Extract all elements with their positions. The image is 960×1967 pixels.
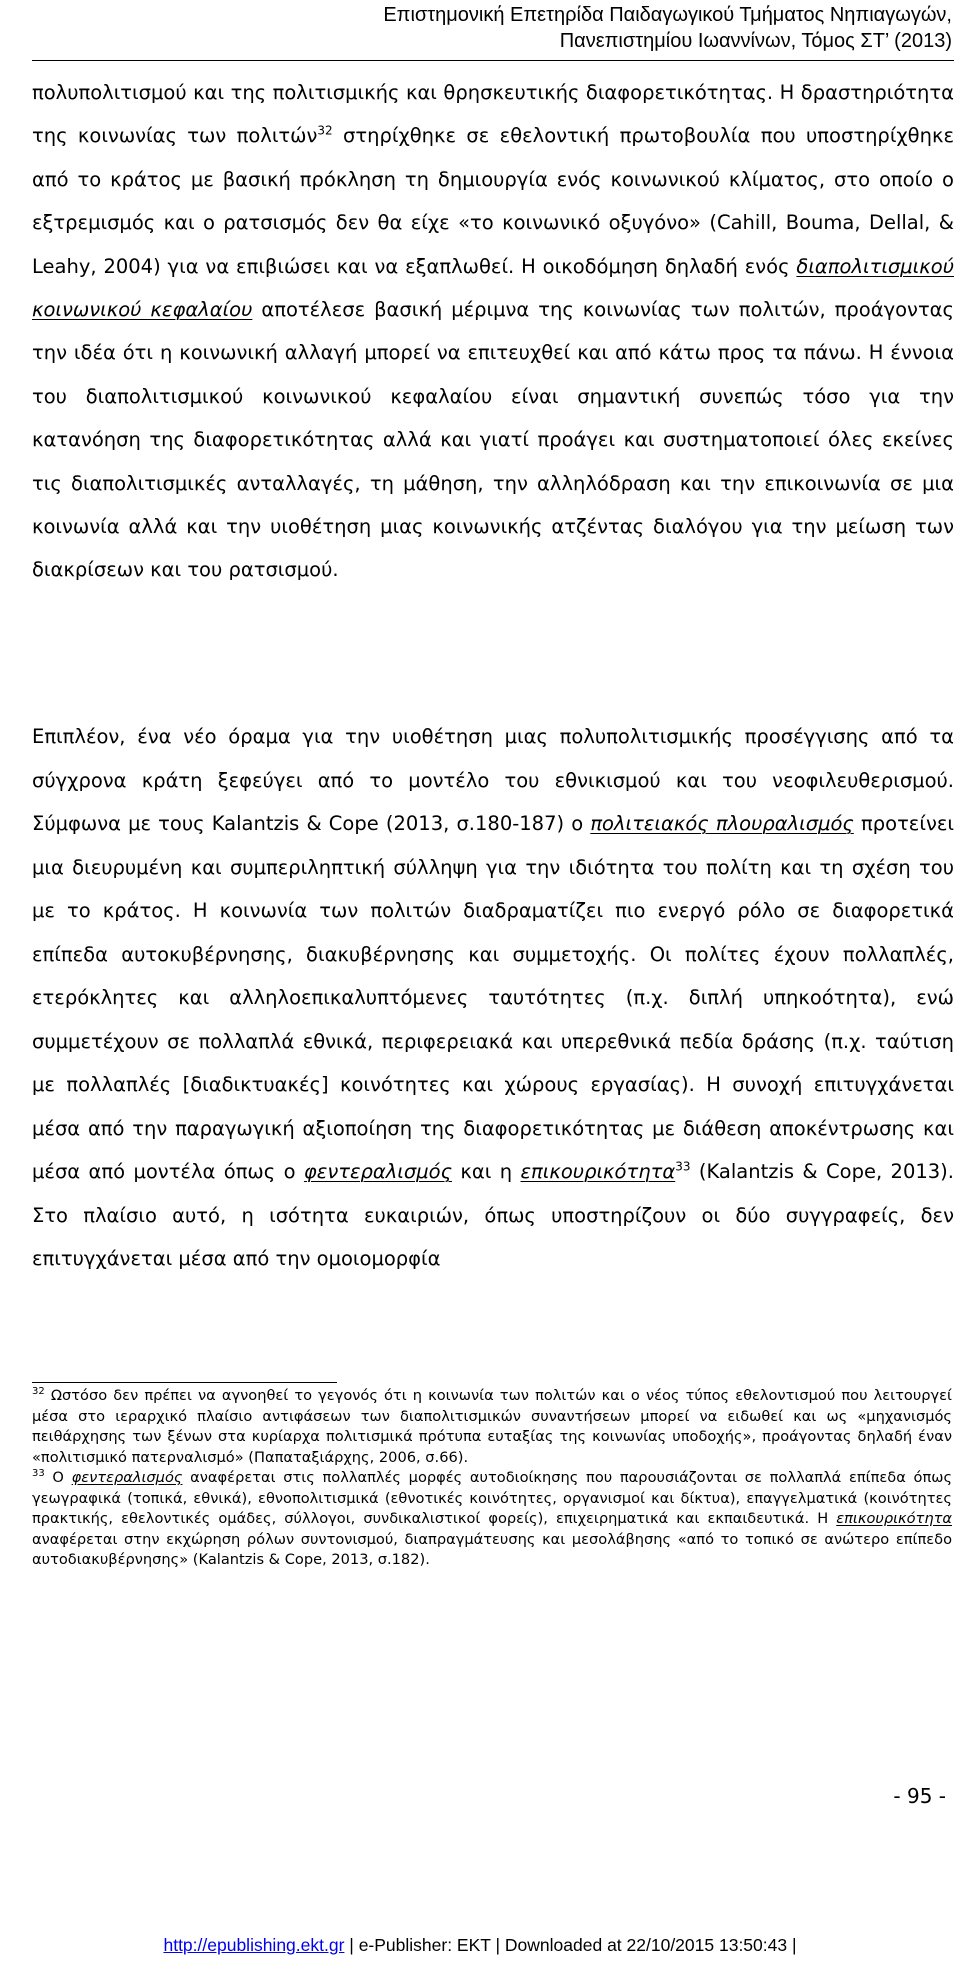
body-paragraph-1 xyxy=(32,71,954,592)
footnote-text: Ο xyxy=(44,1469,72,1486)
footnote-32 xyxy=(32,1386,952,1468)
footnote-text: Ωστόσο δεν πρέπει να αγνοηθεί το γεγονός ότι η κοινωνία των πολιτών και ο νέος τύπος εθελοντισμού που λειτουργεί μέσα στο ιεραρχικό πλαίσιο αντιφάσεων των διαπολιτισμικών συναντήσεων μπορεί να ειδωθεί και ως «μηχανισμός πειθάρχησης των ξένων στα κυρίαρχα πολιτισμικά πρότυπα ευταξίας της κοινωνίας υποδοχής», προάγοντας δηλαδή έναν «πολιτισμικό πατερναλισμό» (Παπαταξιάρχης, 2006, σ.66). xyxy=(32,1387,952,1466)
footnote-number: 33 xyxy=(32,1468,45,1480)
footnote-separator xyxy=(32,1382,337,1383)
page-number: - 95 - xyxy=(893,1784,946,1808)
footnote-text: αναφέρεται στις πολλαπλές μορφές αυτοδιοίκησης που παρουσιάζονται σε πολλαπλά επίπεδα όπως γεωγραφικά (τοπικά, εθνικά), εθνοπολιτισμικά (εθνοτικές κοινότητες, οργανισμοί και δίκτυα), επαγγελματικά (κοινότητες πρακτικής, εθελοντικές ομάδες, σύλλογοι, συνδικαλιστικοί φορείς), επιχειρηματικά και εκπαιδευτικά. Η xyxy=(32,1469,953,1527)
download-footer xyxy=(0,1935,960,1956)
header-line-1: Επιστημονική Επετηρίδα Παιδαγωγικού Τμήματος Νηπιαγωγών, xyxy=(383,4,952,26)
emphasis-intercultural-capital: διαπολιτισμικού κοινωνικού κεφαλαίου xyxy=(32,254,954,322)
body-paragraph-2 xyxy=(32,715,954,1281)
p2-text-2: προτείνει μια διευρυμένη και συμπεριληπτική σύλληψη για την ιδιότητα του πολίτη και τη σχέση του με το κράτος. Η κοινωνία των πολιτών διαδραματίζει πιο ενεργό ρόλο σε διαφορετικά επίπεδα αυτοκυβέρνησης, διακυβέρνησης και συμμετοχής. Οι πολίτες έχουν πολλαπλές, ετερόκλητες και αλληλοεπικαλυπτόμενες ταυτότητες (π.χ. διπλή υπηκοότητα), ενώ συμμετέχουν σε πολλαπλά εθνικά, περιφερειακά και υπερεθνικά πεδία δράσης (π.χ. ταύτιση με πολλαπλές [διαδικτυακές] κοινότητες και χώρους εργασίας). Η συνοχή επιτυγχάνεται μέσα από την παραγωγική αξιοποίηση της διαφορετικότητας με διάθεση αποκέντρωσης και μέσα από μοντέλα όπως ο xyxy=(32,812,954,1183)
p2-text-4: (Kalantzis & Cope, 2013). Στο πλαίσιο αυτό, η ισότητα ευκαιριών, όπως υποστηρίζουν οι δύο συγγραφείς, δεν επιτυγχάνεται μέσα από την ομοιομορφία xyxy=(32,1160,954,1270)
footnote-33 xyxy=(32,1468,952,1571)
header-rule xyxy=(32,60,954,61)
p2-text-1: Επιπλέον, ένα νέο όραμα για την υιοθέτηση μιας πολυπολιτισμικής προσέγγισης από τα σύγχρονα κράτη ξεφεύγει από το μοντέλο του εθνικισμού και του νεοφιλευθερισμού. Σύμφωνα με τους Kalantzis & Cope (2013, σ.180-187) ο xyxy=(32,725,954,835)
footnote-ref-33[interactable]: 33 xyxy=(675,1159,691,1174)
epublishing-link[interactable]: http://epublishing.ekt.gr xyxy=(163,1935,345,1955)
p2-text-3: και η xyxy=(452,1160,521,1183)
footnote-ref-32[interactable]: 32 xyxy=(317,123,333,138)
p1-text-2: στηρίχθηκε σε εθελοντική πρωτοβουλία που υποστηρίχθηκε από το κράτος με βασική πρόκληση τη δημιουργία ενός κοινωνικού κλίματος, στο οποίο ο εξτρεμισμός και ο ρατσισμός δεν θα είχε «το κοινωνικό οξυγόνο» (Cahill, Bouma, Dellal, & Leahy, 2004) για να επιβιώσει και να εξαπλωθεί. Η οικοδόμηση δηλαδή ενός xyxy=(32,124,954,278)
emphasis-civic-pluralism: πολιτειακός πλουραλισμός xyxy=(590,812,854,835)
footnote-emphasis: φεντεραλισμός xyxy=(71,1469,183,1486)
footnote-number: 32 xyxy=(32,1386,45,1398)
footer-text: | e-Publisher: EKT | Downloaded at 22/10/2015 13:50:43 | xyxy=(344,1935,797,1955)
p1-text-1: πολυπολιτισμού και της πολιτισμικής και θρησκευτικής διαφορετικότητας. Η δραστηριότητα της κοινωνίας των πολιτών xyxy=(32,81,954,148)
header-line-2: Πανεπιστημίου Ιωαννίνων, Τόμος ΣΤ’ (2013) xyxy=(559,30,952,52)
journal-header xyxy=(383,2,952,54)
p1-text-3: αποτέλεσε βασική μέριμνα της κοινωνίας των πολιτών, προάγοντας την ιδέα ότι η κοινωνική αλλαγή μπορεί να επιτευχθεί και από κάτω προς τα πάνω. Η έννοια του διαπολιτισμικού κοινωνικού κεφαλαίου είναι σημαντική συνεπώς τόσο για την κατανόηση της διαφορετικότητας αλλά και γιατί προάγει και συστηματοποιεί όλες εκείνες τις διαπολιτισμικές ανταλλαγές, τη μάθηση, την αλληλόδραση και την επικοινωνία σε μια κοινωνία αλλά και την υιοθέτηση μιας κοινωνικής ατζέντας διαλόγου για την μείωση των διακρίσεων και του ρατσισμού. xyxy=(32,298,954,582)
emphasis-subsidiarity: επικουρικότητα xyxy=(520,1160,676,1183)
emphasis-federalism: φεντεραλισμός xyxy=(303,1160,453,1183)
footnotes xyxy=(32,1386,952,1571)
footnote-emphasis: επικουρικότητα xyxy=(836,1510,952,1527)
footnote-text: αναφέρεται στην εκχώρηση ρόλων συντονισμού, διαπραγμάτευσης και μεσολάβησης «από το τοπικό σε ανώτερο επίπεδο αυτοδιακυβέρνησης» (Kalantzis & Cope, 2013, σ.182). xyxy=(32,1530,952,1568)
